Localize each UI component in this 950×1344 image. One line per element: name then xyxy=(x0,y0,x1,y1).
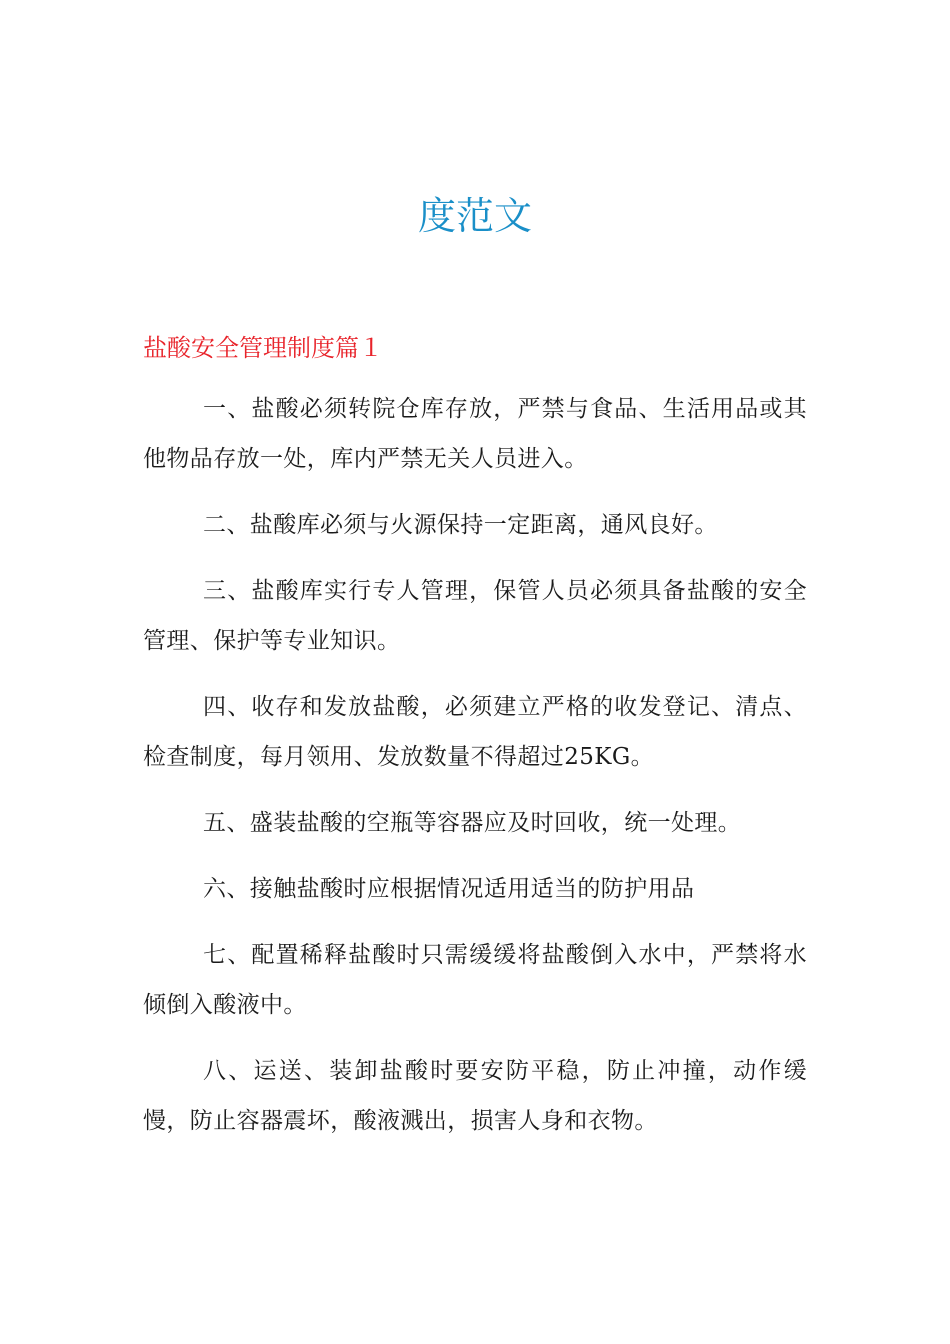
paragraph-4: 四、收存和发放盐酸，必须建立严格的收发登记、清点、检查制度，每月领用、发放数量不得超过25KG。 xyxy=(143,694,807,770)
paragraph-3: 三、盐酸库实行专人管理，保管人员必须具备盐酸的安全管理、保护等专业知识。 xyxy=(143,578,807,654)
paragraph-7: 七、配置稀释盐酸时只需缓缓将盐酸倒入水中，严禁将水倾倒入酸液中。 xyxy=(143,942,807,1018)
paragraph-6: 六、接触盐酸时应根据情况适用适当的防护用品 xyxy=(203,876,695,902)
paragraph-2: 二、盐酸库必须与火源保持一定距离，通风良好。 xyxy=(203,512,718,538)
paragraph-5: 五、盛装盐酸的空瓶等容器应及时回收，统一处理。 xyxy=(203,810,742,836)
paragraph-1: 一、盐酸必须转院仓库存放，严禁与食品、生活用品或其他物品存放一处，库内严禁无关人员进入。 xyxy=(143,396,807,472)
section-heading: 盐酸安全管理制度篇１ xyxy=(143,334,383,362)
document-title: 度范文 xyxy=(417,194,532,238)
paragraph-8: 八、运送、装卸盐酸时要安防平稳，防止冲撞，动作缓慢，防止容器震坏，酸液溅出，损害人身和衣物。 xyxy=(143,1058,807,1134)
